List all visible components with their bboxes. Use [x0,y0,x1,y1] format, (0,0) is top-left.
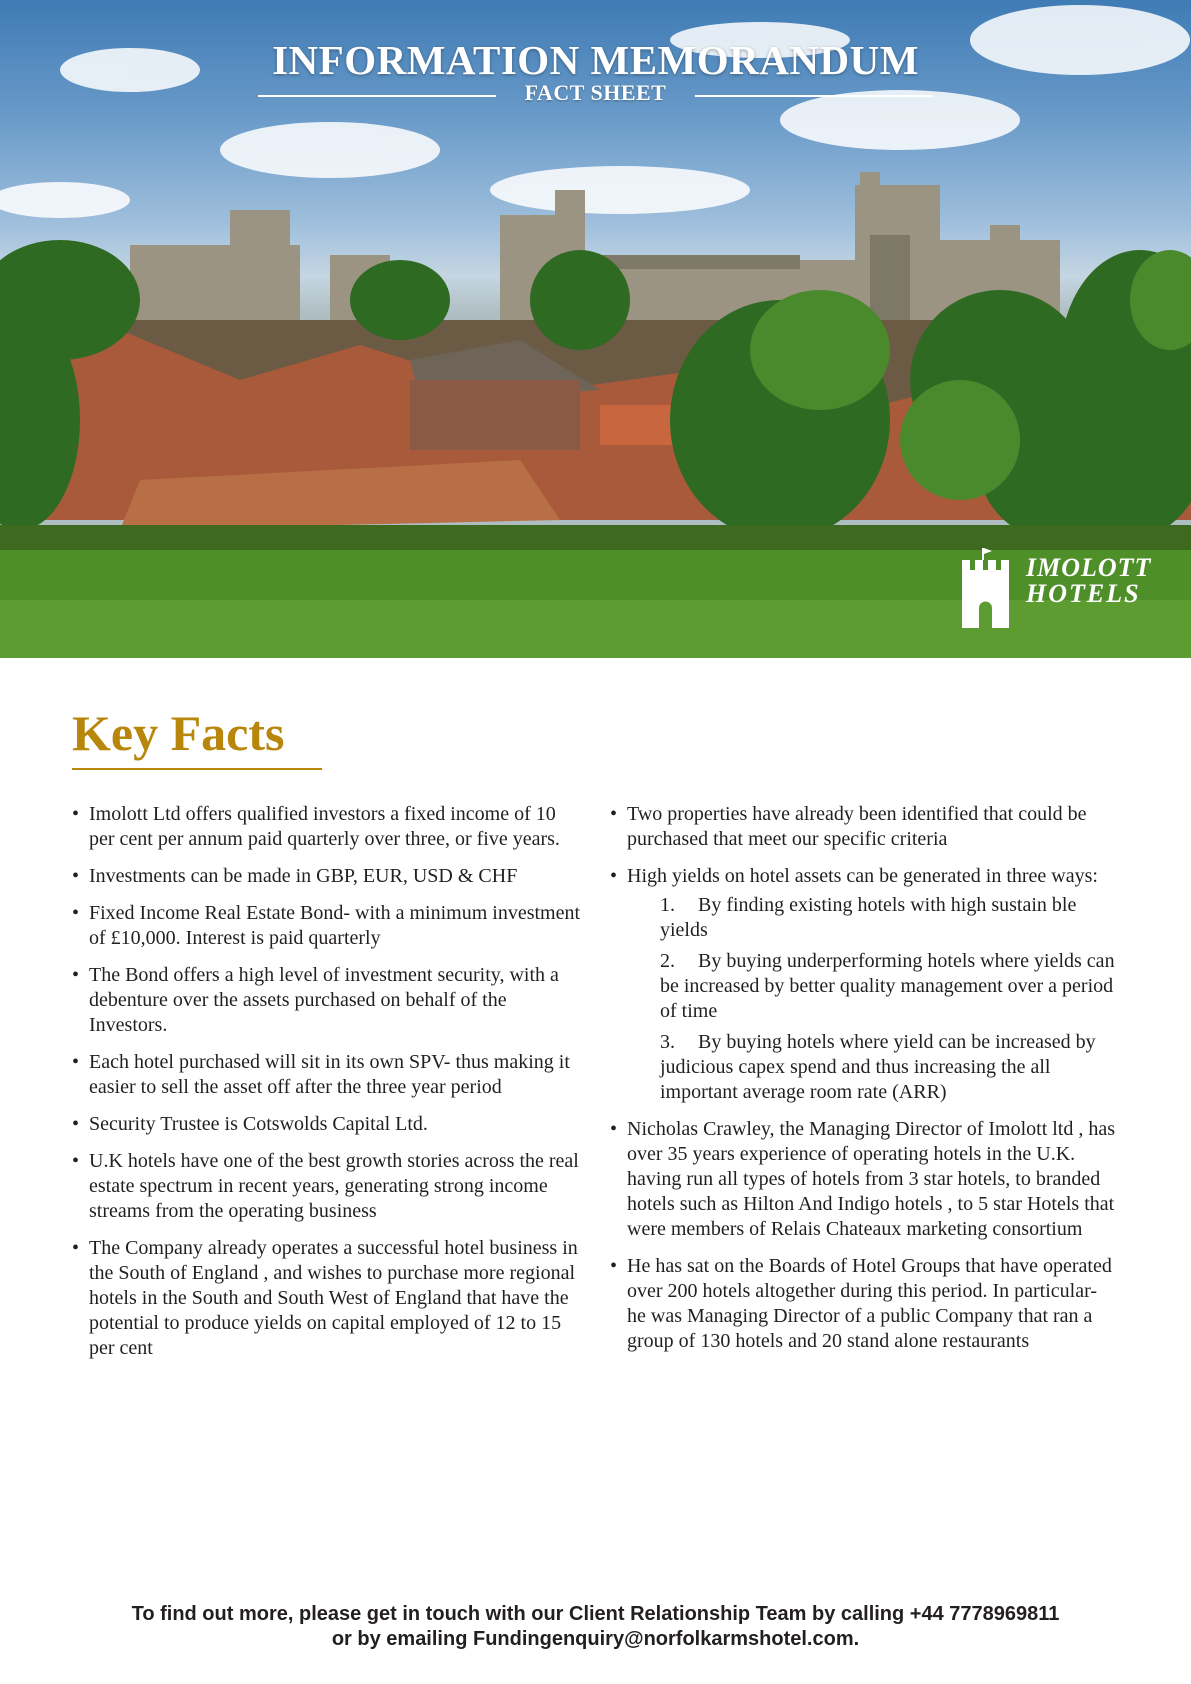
list-item [610,864,1120,1105]
numbered-item [627,1030,1120,1105]
item-text: By finding existing hotels with high sustain ble yields [660,894,1077,941]
list-item: • Investments can be made in GBP, EUR, USD & CHF [72,864,582,889]
numbered-item [627,893,1120,943]
list-item: • Two properties have already been identified that could be purchased that meet our specific criteria [610,802,1120,852]
list-item: • The Bond offers a high level of investment security, with a debenture over the assets purchased on behalf of the Investors. [72,963,582,1038]
key-facts-left-column [72,802,582,1373]
footer-line-1: To find out more, please get in touch with our Client Relationship Team by calling +44 7778969811 [131,1603,1060,1625]
title-rule-right [695,95,933,97]
imolott-hotels-logo [958,548,1158,632]
yield-ways-list [627,893,1120,1105]
list-item: • Each hotel purchased will sit in its own SPV- thus making it easier to sell the asset off after the three year period [72,1050,582,1100]
item-number: 3. [660,1031,675,1053]
item-number: 1. [660,894,675,916]
logo-line-2: HOTELS [1026,579,1141,608]
list-item: • U.K hotels have one of the best growth stories across the real estate spectrum in recent years, generating strong income streams from the operating business [72,1149,582,1224]
key-facts-underline [72,768,322,770]
contact-footer [0,1602,1191,1652]
document-title: INFORMATION MEMORANDUM [272,37,919,83]
logo-line-1: IMOLOTT [1026,553,1152,582]
left-bullet-list [72,802,582,1361]
ways-intro: High yields on hotel assets can be generated in three ways: [627,865,1098,887]
key-facts-heading: Key Facts [72,705,285,761]
numbered-item [627,949,1120,1024]
castle-tower-icon [958,548,1012,628]
list-item: • Fixed Income Real Estate Bond- with a minimum investment of £10,000. Interest is paid quarterly [72,901,582,951]
right-bullet-list [610,802,1120,1354]
hero-banner [0,0,1191,658]
key-facts-right-column [610,802,1120,1366]
item-text: By buying underperforming hotels where yields can be increased by better quality management over a period of time [660,950,1115,1022]
list-item: • Security Trustee is Cotswolds Capital Ltd. [72,1112,582,1137]
item-text: By buying hotels where yield can be increased by judicious capex spend and thus increasing the all important average room rate (ARR) [660,1031,1096,1103]
item-number: 2. [660,950,675,972]
footer-line-2: or by emailing Fundingenquiry@norfolkarmshotel.com. [331,1628,860,1650]
document-subtitle: FACT SHEET [524,80,667,105]
list-item: • Imolott Ltd offers qualified investors a fixed income of 10 per cent per annum paid quarterly over three, or five years. [72,802,582,852]
list-item: • Nicholas Crawley, the Managing Director of Imolott ltd , has over 35 years experience of operating hotels in the U.K. having run all types of hotels from 3 star hotels, to branded hotels such as Hilton And Indigo hotels , to 5 star Hotels that were members of Relais Chateaux marketing consortium [610,1117,1120,1242]
list-item: • The Company already operates a successful hotel business in the South of England , and wishes to purchase more regional hotels in the South and South West of England that have the potential to produce yields on capital employed of 12 to 15 per cent [72,1236,582,1361]
list-item: • He has sat on the Boards of Hotel Groups that have operated over 200 hotels altogether during this period. In particular- he was Managing Director of a public Company that ran a group of 130 hotels and 20 stand alone restaurants [610,1254,1120,1354]
